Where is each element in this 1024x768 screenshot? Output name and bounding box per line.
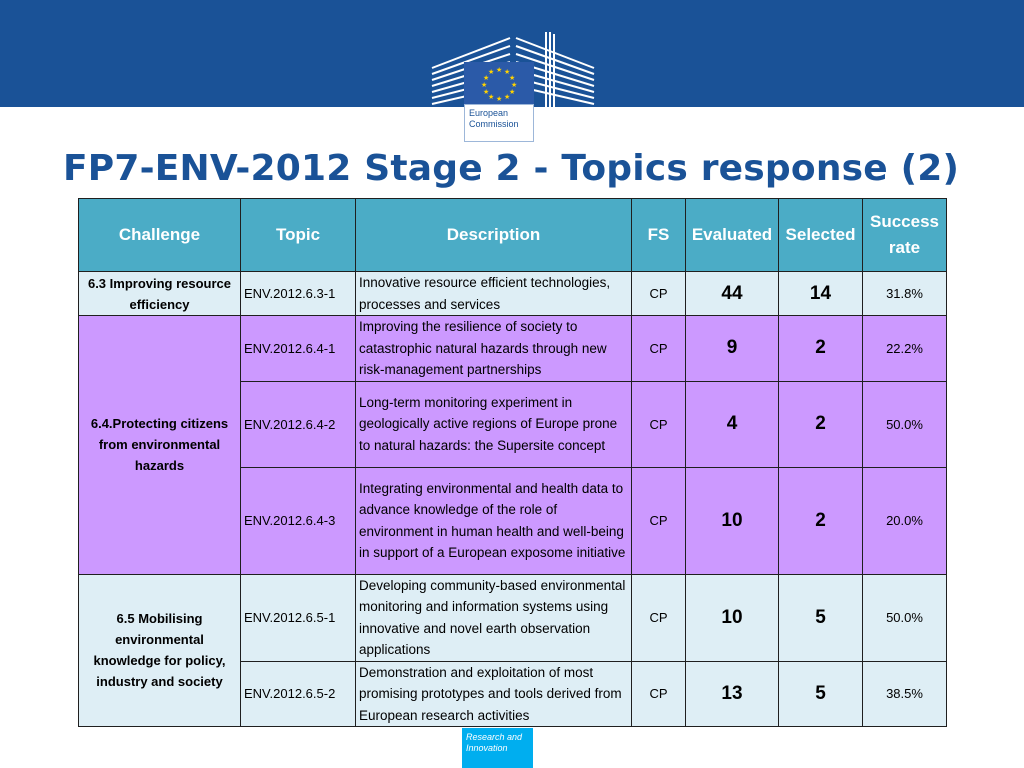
svg-text:★: ★ [496, 66, 503, 74]
success-rate-cell: 50.0% [863, 574, 947, 661]
description-cell: Innovative resource efficient technologies, processes and services [356, 272, 632, 316]
success-rate-cell: 50.0% [863, 381, 947, 467]
evaluated-cell: 9 [686, 316, 779, 382]
fs-cell: CP [632, 574, 686, 661]
table-row [79, 316, 947, 382]
svg-text:★: ★ [504, 68, 511, 76]
description-cell: Developing community-based environmental monitoring and information systems using innovative and novel earth observation applications [356, 574, 632, 661]
svg-text:★: ★ [509, 74, 516, 82]
topic-cell: ENV.2012.6.4-3 [241, 467, 356, 574]
success-rate-cell: 38.5% [863, 661, 947, 727]
evaluated-cell: 10 [686, 574, 779, 661]
selected-cell: 5 [779, 574, 863, 661]
challenge-cell: 6.5 Mobilising environmental knowledge for policy, industry and society [79, 574, 241, 727]
svg-text:★: ★ [488, 68, 495, 76]
table-header-row [79, 199, 947, 272]
description-cell: Demonstration and exploitation of most promising prototypes and tools derived from European research activities [356, 661, 632, 727]
svg-text:★: ★ [488, 93, 495, 101]
svg-text:★: ★ [483, 74, 490, 82]
logo-caption [464, 104, 534, 142]
success-rate-cell: 20.0% [863, 467, 947, 574]
header-challenge: Challenge [79, 199, 241, 272]
logo-text: European Commission [469, 108, 519, 129]
description-cell: Long-term monitoring experiment in geologically active regions of Europe prone to natural hazards: the Supersite concept [356, 381, 632, 467]
svg-text:★: ★ [483, 88, 490, 96]
challenge-cell: 6.4.Protecting citizens from environmental hazards [79, 316, 241, 575]
table-row [79, 574, 947, 661]
description-cell: Improving the resilience of society to catastrophic natural hazards through new risk-management partnerships [356, 316, 632, 382]
svg-text:★: ★ [496, 95, 503, 103]
fs-cell: CP [632, 316, 686, 382]
header-description: Description [356, 199, 632, 272]
selected-cell: 5 [779, 661, 863, 727]
page-title: FP7-ENV-2012 Stage 2 - Topics response (2) [63, 148, 960, 189]
svg-text:★: ★ [481, 81, 488, 89]
fs-cell: CP [632, 272, 686, 316]
svg-text:★: ★ [504, 93, 511, 101]
header-success-rate: Success rate [863, 199, 947, 272]
selected-cell: 14 [779, 272, 863, 316]
selected-cell: 2 [779, 316, 863, 382]
european-commission-logo [430, 28, 596, 144]
header-selected: Selected [779, 199, 863, 272]
svg-text:★: ★ [511, 81, 518, 89]
evaluated-cell: 4 [686, 381, 779, 467]
topic-cell: ENV.2012.6.5-1 [241, 574, 356, 661]
description-cell: Integrating environmental and health data to advance knowledge of the role of environment in human health and well-being in support of a European exposome initiative [356, 467, 632, 574]
selected-cell: 2 [779, 467, 863, 574]
research-innovation-badge [462, 728, 533, 768]
fs-cell: CP [632, 661, 686, 727]
selected-cell: 2 [779, 381, 863, 467]
success-rate-cell: 31.8% [863, 272, 947, 316]
topic-cell: ENV.2012.6.3-1 [241, 272, 356, 316]
evaluated-cell: 44 [686, 272, 779, 316]
success-rate-cell: 22.2% [863, 316, 947, 382]
challenge-cell: 6.3 Improving resource efficiency [79, 272, 241, 316]
svg-text:★: ★ [509, 88, 516, 96]
fs-cell: CP [632, 467, 686, 574]
fs-cell: CP [632, 381, 686, 467]
evaluated-cell: 10 [686, 467, 779, 574]
footer-label: Research and Innovation [466, 732, 523, 753]
topic-cell: ENV.2012.6.4-1 [241, 316, 356, 382]
table-row [79, 272, 947, 316]
topic-cell: ENV.2012.6.5-2 [241, 661, 356, 727]
header-fs: FS [632, 199, 686, 272]
header-evaluated: Evaluated [686, 199, 779, 272]
header-topic: Topic [241, 199, 356, 272]
evaluated-cell: 13 [686, 661, 779, 727]
topic-cell: ENV.2012.6.4-2 [241, 381, 356, 467]
topics-table [78, 198, 947, 727]
